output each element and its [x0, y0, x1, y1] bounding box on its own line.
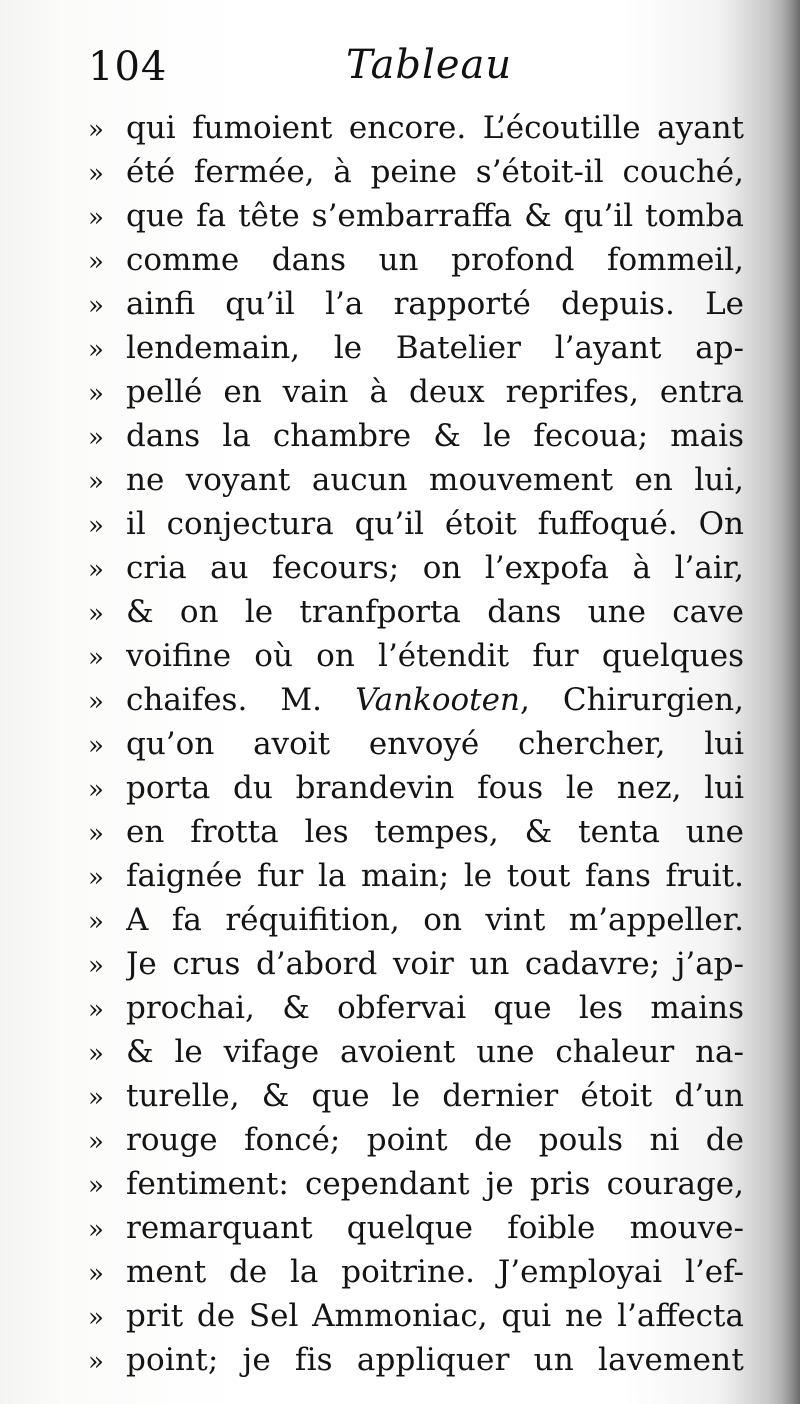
- quote-mark: »: [88, 1259, 104, 1289]
- quote-mark: »: [88, 731, 104, 761]
- quote-mark: »: [88, 1303, 104, 1333]
- quote-mark: »: [88, 863, 104, 893]
- line-text: en frotta les tempes, & tenta une: [126, 814, 744, 850]
- line-text: qui fumoient encore. L’écoutille ayant: [126, 110, 744, 146]
- line-text: turelle, & que le dernier étoit d’un: [126, 1078, 744, 1114]
- quote-mark: »: [88, 1171, 104, 1201]
- quote-mark: »: [88, 379, 104, 409]
- quote-mark: »: [88, 467, 104, 497]
- page-number: 104: [88, 44, 168, 90]
- line-text-with-italic-name: [126, 678, 744, 722]
- quote-mark: »: [88, 907, 104, 937]
- surgeon-name: Vankooten: [355, 682, 520, 718]
- text-line: [88, 590, 744, 634]
- line-text: ne voyant aucun mouvement en lui,: [126, 462, 744, 498]
- text-line: [88, 458, 744, 502]
- line-text-part: , Chirurgien,: [519, 682, 744, 718]
- text-line: [88, 282, 744, 326]
- quote-mark: »: [88, 203, 104, 233]
- text-line: [88, 238, 744, 282]
- quote-mark: »: [88, 951, 104, 981]
- line-text: lendemain, le Batelier l’ayant ap-: [126, 330, 744, 366]
- running-title: Tableau: [346, 42, 513, 88]
- quote-mark: »: [88, 423, 104, 453]
- line-text-part: chaifes. M.: [126, 682, 356, 718]
- text-line: [88, 854, 744, 898]
- text-line: [88, 502, 744, 546]
- line-text: que fa tête s’embarraffa & qu’il tomba: [126, 198, 744, 234]
- quote-mark: »: [88, 1347, 104, 1377]
- text-line: [88, 546, 744, 590]
- text-line: [88, 326, 744, 370]
- quote-mark: »: [88, 599, 104, 629]
- line-text: prit de Sel Ammoniac, qui ne l’affecta: [126, 1298, 744, 1334]
- line-text: été fermée, à peine s’étoit-il couché,: [126, 154, 744, 190]
- line-text: & on le tranfporta dans une cave: [126, 594, 744, 630]
- line-text: faignée fur la main; le tout fans fruit.: [126, 858, 744, 894]
- line-text: A fa réquifition, on vint m’appeller.: [126, 902, 744, 938]
- text-line: [88, 1250, 744, 1294]
- text-line: [88, 1030, 744, 1074]
- line-text: il conjectura qu’il étoit fuffoqué. On: [126, 506, 744, 542]
- line-text: fentiment: cependant je pris courage,: [126, 1166, 744, 1202]
- quote-mark: »: [88, 819, 104, 849]
- page-header: [88, 38, 748, 98]
- line-text: & le vifage avoient une chaleur na-: [126, 1034, 744, 1070]
- quote-mark: »: [88, 247, 104, 277]
- line-text: rouge foncé; point de pouls ni de: [126, 1122, 744, 1158]
- text-line: [88, 106, 744, 150]
- text-line: [88, 634, 744, 678]
- quote-mark: »: [88, 555, 104, 585]
- line-text: prochai, & obfervai que les mains: [126, 990, 744, 1026]
- line-text: ainfi qu’il l’a rapporté depuis. Le: [126, 286, 744, 322]
- quote-mark: »: [88, 115, 104, 145]
- line-text: pellé en vain à deux reprifes, entra: [126, 374, 744, 410]
- text-line: [88, 1074, 744, 1118]
- line-text: voifine où on l’étendit fur quelques: [126, 638, 744, 674]
- line-text: qu’on avoit envoyé chercher, lui: [126, 726, 744, 762]
- quote-mark: »: [88, 511, 104, 541]
- quote-mark: »: [88, 995, 104, 1025]
- text-line: [88, 678, 744, 722]
- text-line: [88, 194, 744, 238]
- text-line: [88, 1118, 744, 1162]
- text-line: [88, 942, 744, 986]
- page-edge-shadow: [782, 0, 800, 1404]
- text-line: [88, 1338, 744, 1382]
- quote-mark: »: [88, 1215, 104, 1245]
- line-text: point; je fis appliquer un lavement: [126, 1342, 744, 1378]
- text-line: [88, 986, 744, 1030]
- text-line: [88, 810, 744, 854]
- text-line: [88, 414, 744, 458]
- quote-mark: »: [88, 775, 104, 805]
- quote-mark: »: [88, 159, 104, 189]
- line-text: comme dans un profond fommeil,: [126, 242, 744, 278]
- text-line: [88, 1294, 744, 1338]
- quote-mark: »: [88, 291, 104, 321]
- quote-mark: »: [88, 335, 104, 365]
- quote-mark: »: [88, 1083, 104, 1113]
- line-text: dans la chambre & le fecoua; mais: [126, 418, 744, 454]
- text-line: [88, 370, 744, 414]
- quote-mark: »: [88, 643, 104, 673]
- text-line: [88, 722, 744, 766]
- text-line: [88, 898, 744, 942]
- line-text: remarquant quelque foible mouve-: [126, 1210, 744, 1246]
- text-line: [88, 766, 744, 810]
- text-line: [88, 1206, 744, 1250]
- line-text: ment de la poitrine. J’employai l’ef-: [126, 1254, 744, 1290]
- quote-mark: »: [88, 1127, 104, 1157]
- line-text: porta du brandevin fous le nez, lui: [126, 770, 744, 806]
- body-text: [88, 106, 744, 1382]
- quote-mark: »: [88, 1039, 104, 1069]
- text-line: [88, 1162, 744, 1206]
- text-line: [88, 150, 744, 194]
- line-text: cria au fecours; on l’expofa à l’air,: [126, 550, 744, 586]
- quote-mark: »: [88, 687, 104, 717]
- line-text: Je crus d’abord voir un cadavre; j’ap-: [126, 946, 744, 982]
